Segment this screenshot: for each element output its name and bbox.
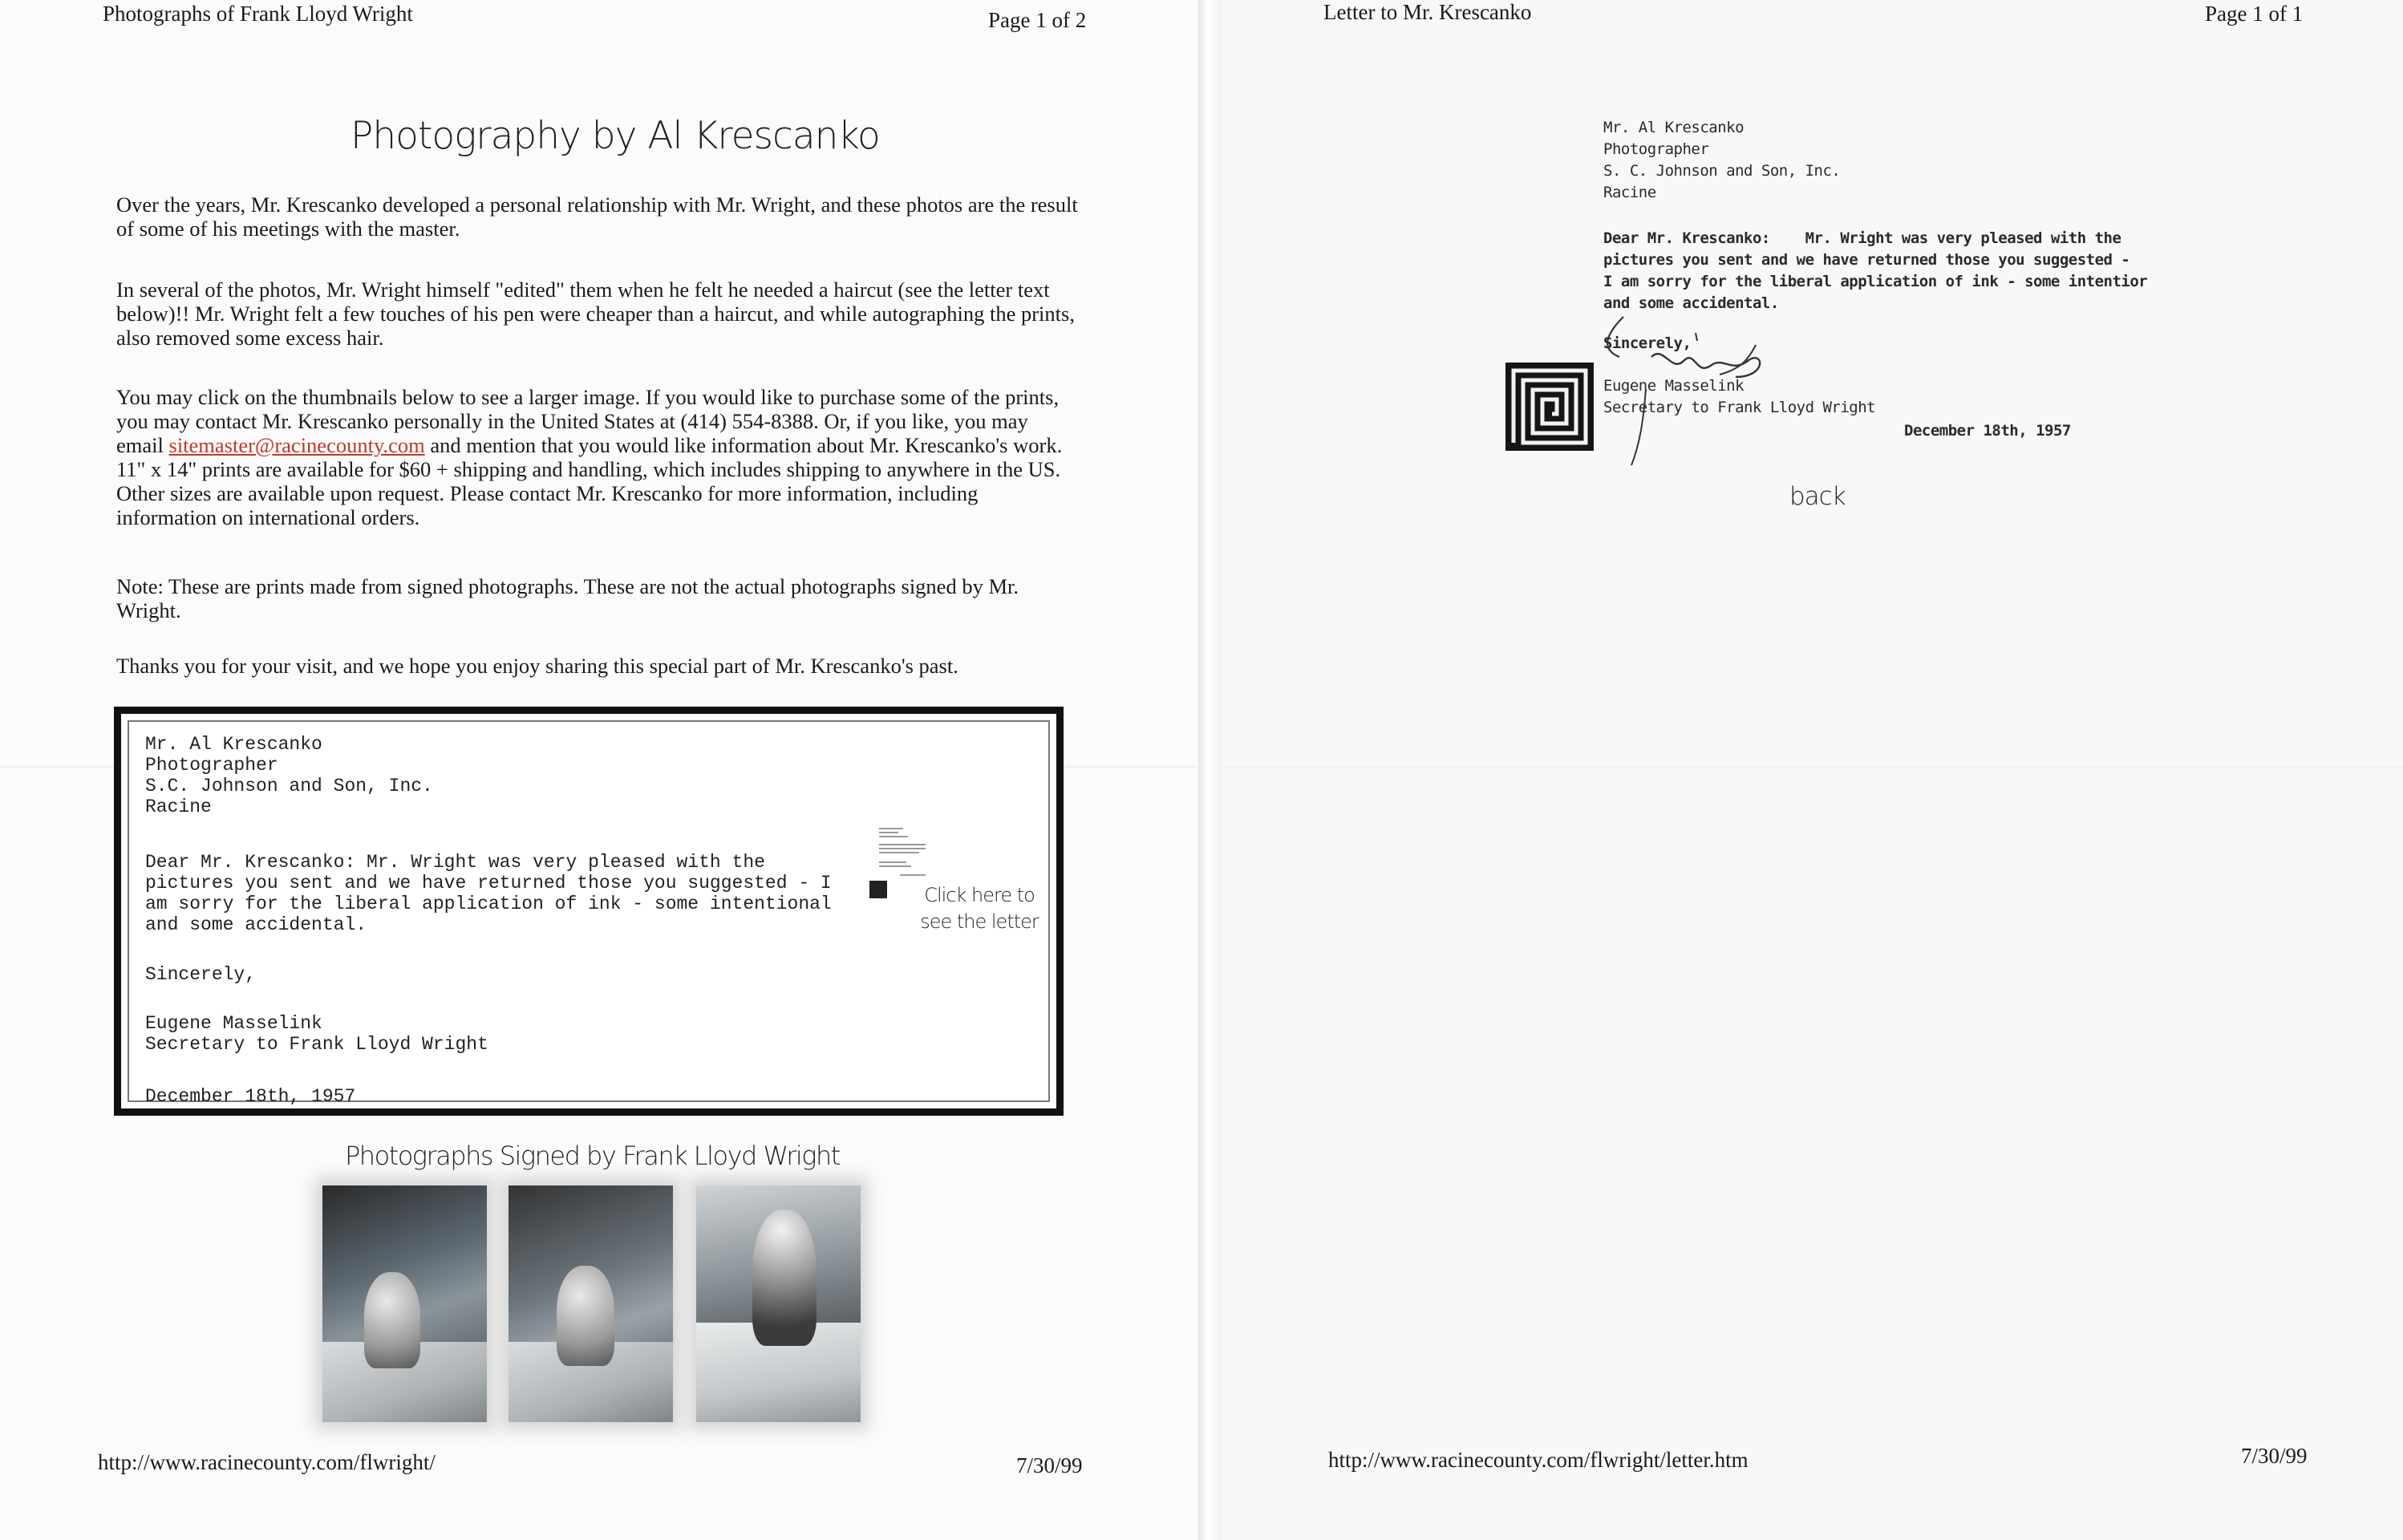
scanned-letter-address: Mr. Al Krescanko Photographer S. C. Johnson and Son, Inc. Racine [1603, 119, 1841, 201]
footer-date: 7/30/99 [2241, 1444, 2308, 1468]
thanks-paragraph: Thanks you for your visit, and we hope you enjoy sharing this special part of Mr. Krescanko's past. [116, 654, 958, 678]
photo-thumbnail[interactable] [509, 1185, 673, 1422]
scanned-letter-closing: Sincerely, [1603, 334, 1692, 352]
letter-body: Dear Mr. Krescanko: Mr. Wright was very pleased with the pictures you sent and we have returned those you suggested - I am sorry for the liberal application of ink - some intentional and some accidental. [145, 852, 832, 935]
page-photographs [0, 0, 1198, 1540]
note-paragraph: Note: These are prints made from signed photographs. These are not the actual photographs signed by Mr. Wright. [116, 574, 1019, 622]
footer-url: http://www.racinecounty.com/flwright/letter.htm [1328, 1448, 1749, 1472]
letter-closing: Sincerely, [145, 964, 257, 985]
page-header-number: Page 1 of 1 [2205, 2, 2304, 26]
letter-text-box [114, 707, 1064, 1116]
letter-thumbnail[interactable] [879, 825, 927, 882]
letter-date: December 18th, 1957 [145, 1086, 356, 1107]
page-letter [1222, 0, 2403, 1540]
back-link[interactable]: back [1789, 482, 1846, 511]
page-title: Photography by Al Krescanko [351, 114, 880, 158]
scanned-letter-body: Dear Mr. Krescanko: Mr. Wright was very pleased with the pictures you sent and we have returned those you suggested - I am sorry for the liberal application of ink - some intentior and some accidental. [1603, 229, 2148, 312]
footer-date: 7/30/99 [1016, 1453, 1083, 1477]
photo-thumbnail[interactable] [322, 1185, 487, 1422]
purchase-text-end: and mention that you would like information about Mr. Krescanko's work. 11" x 14" prints are available for $60 + shipping and handling, which includes shipping to anywhere in the US. Other sizes are available upon request. Please contact Mr. Krescanko for more information, including information on international orders. [116, 433, 1063, 529]
spiral-logo-icon [869, 881, 887, 898]
email-link[interactable]: sitemaster@racinecounty.com [168, 433, 425, 457]
scanned-letter-date: December 18th, 1957 [1904, 422, 2071, 440]
letter-signer: Eugene Masselink Secretary to Frank Lloyd Wright [145, 1013, 488, 1055]
page-header-number: Page 1 of 2 [988, 8, 1087, 32]
page-header-title: Letter to Mr. Krescanko [1323, 0, 1532, 24]
purchase-paragraph [116, 385, 1079, 529]
haircut-paragraph: In several of the photos, Mr. Wright himself "edited" them when he felt he needed a haircut (see the letter text below)!! Mr. Wright felt a few touches of his pen were cheaper than a haircut, and while autographing the prints, also removed some excess hair. [116, 278, 1075, 350]
photo-thumbnail[interactable] [696, 1185, 861, 1422]
scanned-letter-signer: Eugene Masselink Secretary to Frank Lloyd Wright [1603, 377, 1876, 416]
intro-paragraph: Over the years, Mr. Krescanko developed a personal relationship with Mr. Wright, and these photos are the result of some of his meetings with the master. [116, 192, 1078, 241]
spiral-logo-icon [1505, 363, 1594, 451]
letter-address: Mr. Al Krescanko Photographer S.C. Johnson and Son, Inc. Racine [145, 734, 433, 817]
paper-fold [1222, 766, 2403, 768]
photos-section-title: Photographs Signed by Frank Lloyd Wright [345, 1141, 840, 1171]
page-header-title: Photographs of Frank Lloyd Wright [103, 2, 413, 26]
letter-text-frame [128, 720, 1050, 1107]
footer-url: http://www.racinecounty.com/flwright/ [98, 1450, 436, 1474]
letter-link[interactable]: Click here to see the letter [920, 884, 1039, 933]
page-gutter [1198, 0, 1222, 1540]
purchase-text-start: You may click on the thumbnails below to see a larger image. If you would like to purchase some of the prints, you may contact Mr. Krescanko personally in the United States at (414) 554-8388. Or, if you like, you may email [116, 385, 1060, 457]
